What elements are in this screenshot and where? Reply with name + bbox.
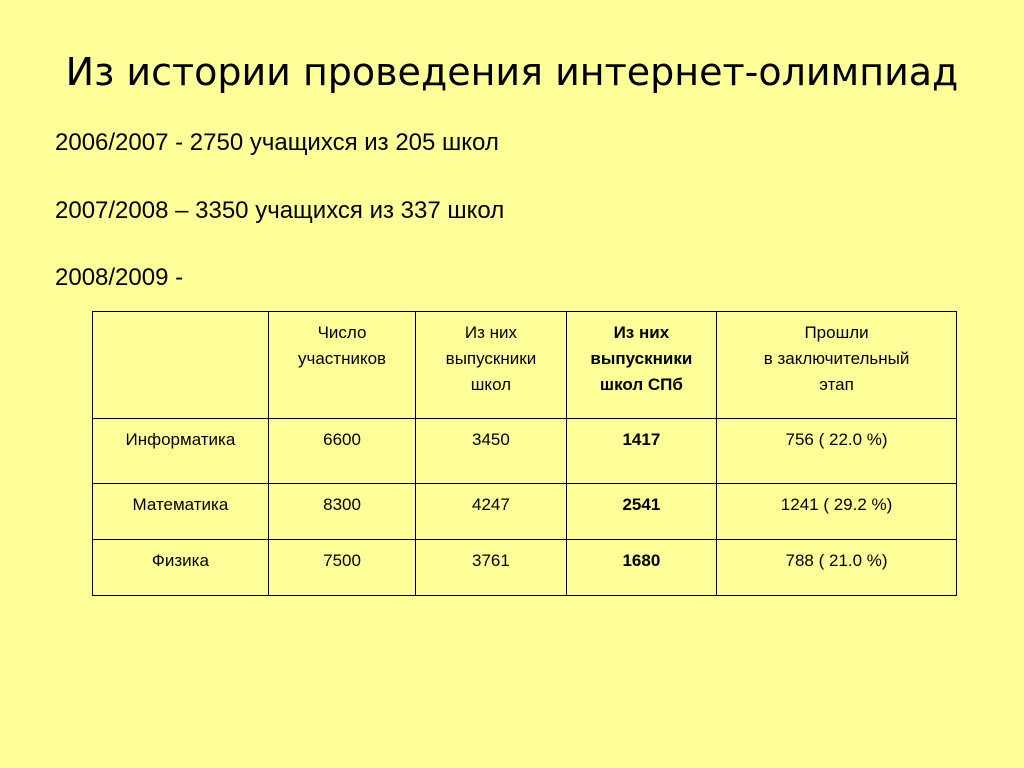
subject-cell: Информатика — [93, 419, 269, 484]
table-header-row — [93, 312, 957, 419]
table-row — [93, 484, 957, 540]
participants-cell: 8300 — [268, 484, 415, 540]
slide-title: Из истории проведения интернет-олимпиад — [65, 50, 959, 94]
header-spb-graduates: Из них выпускники школ СПб — [566, 312, 716, 419]
header-final-stage: Прошли в заключительный этап — [717, 312, 957, 419]
stat-line-2008-2009: 2008/2009 - — [55, 264, 184, 291]
spb-graduates-cell: 1417 — [566, 419, 716, 484]
participants-cell: 7500 — [268, 540, 415, 596]
final-stage-cell: 788 ( 21.0 %) — [717, 540, 957, 596]
spb-graduates-cell: 2541 — [566, 484, 716, 540]
graduates-cell: 4247 — [416, 484, 566, 540]
results-table — [92, 311, 957, 596]
header-participants: Число участников — [268, 312, 415, 419]
subject-cell: Математика — [93, 484, 269, 540]
subject-cell: Физика — [93, 540, 269, 596]
table-row — [93, 540, 957, 596]
final-stage-cell: 1241 ( 29.2 %) — [717, 484, 957, 540]
header-empty-cell — [93, 312, 269, 419]
table-row — [93, 419, 957, 484]
stat-line-2007-2008: 2007/2008 – 3350 учащихся из 337 школ — [55, 197, 505, 224]
participants-cell: 6600 — [268, 419, 415, 484]
header-graduates: Из них выпускники школ — [416, 312, 566, 419]
final-stage-cell: 756 ( 22.0 %) — [717, 419, 957, 484]
stat-line-2006-2007: 2006/2007 - 2750 учащихся из 205 школ — [55, 129, 499, 156]
graduates-cell: 3450 — [416, 419, 566, 484]
graduates-cell: 3761 — [416, 540, 566, 596]
spb-graduates-cell: 1680 — [566, 540, 716, 596]
